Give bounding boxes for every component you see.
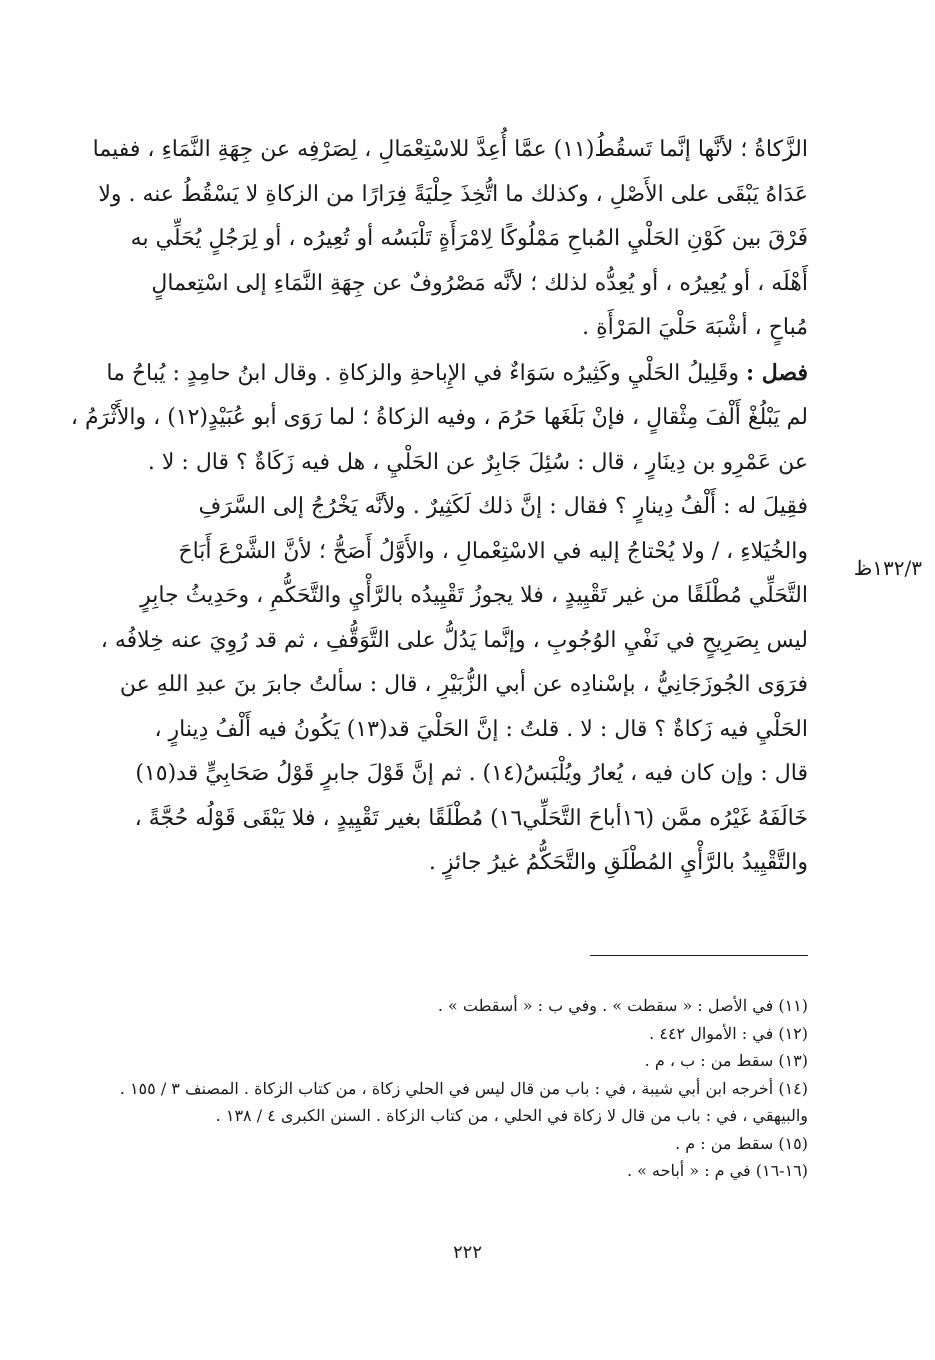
text-line: والتَّقْيِيدُ بالرَّأْيِ المُطْلَقِ والتَّحَكُّمُ غيرُ جائزٍ . <box>428 850 808 875</box>
text-line: عن عَمْرِو بن دِينَارٍ ، قال : سُئِلَ جَابِرٌ عن الحَلْيِ ، هل فيه زَكَاةٌ ؟ قال : لا . <box>147 449 808 475</box>
page-number: ٢٢٢ <box>452 1242 482 1263</box>
text-line: والخُيَلاءِ ، / ولا يُحْتاجُ إليه في الاسْتِعْمالِ ، والأَوَّلُ أَصَحُّ ؛ لأنَّ الشَّرْعَ أَبَاحَ <box>178 538 808 564</box>
text-line: مُباحٍ ، أشْبَهَ حَلْيَ المَرْأَةِ . <box>582 315 808 340</box>
text-line: فقِيلَ له : أَلْفُ دِينارٍ ؟ فقال : إنَّ ذلك لَكَثِيرٌ . ولأنَّه يَخْرُجُ إلى السَّرَفِ <box>198 494 808 519</box>
footnote-separator <box>590 955 808 956</box>
section-first-line <box>106 351 808 397</box>
text-line: لم يَبْلُغْ أَلْفَ مِثْقالٍ ، فإنْ بَلَغَها حَرُمَ ، وفيه الزكاةُ ؛ لما رَوَى أبو عُبَيْدٍ(١٢) ، والأَثْرَمُ ، <box>70 405 808 430</box>
text-line: عَدَاهُ يَبْقَى على الأَصْلِ ، وكذلك ما اتُّخِذَ حِلْيَةً فِرَارًا من الزكاةِ لا يَسْقُطُ عنه . ولا <box>98 181 808 207</box>
section-heading: فصل : <box>745 359 808 386</box>
footnote: (١٦-١٦) في م : « أباحه » . <box>626 1161 808 1180</box>
text-line: فَرْقَ بين كَوْنِ الحَلْيِ المُباحِ مَمْلُوكًا لِامْرَأَةٍ تَلْبَسُه أو تُعِيرُه ، أو لِرَجُلٍ يُحَلِّي به <box>130 226 808 251</box>
footnote: (١٣) سقط من : ب ، م . <box>644 1051 808 1070</box>
text-line: ليس بِصَرِيحٍ في نَفْيِ الوُجُوبِ ، وإنَّما يَدُلُّ على التَّوَقُّفِ ، ثم قد رُوِيَ عنه خِلافُه ، <box>100 627 808 653</box>
footnote: (١٥) سقط من : م . <box>675 1133 808 1153</box>
text-line: التَّحَلِّي مُطْلَقًا من غير تَقْيِيدٍ ، فلا يجوزُ تَقْيِيدُه بالرَّأْيِ والتَّحَكُّمِ ، وحَدِيثُ جابِرٍ <box>140 583 808 608</box>
text-line: وقَلِيلُ الحَلْيِ وكَثِيرُه سَوَاءٌ في الإِباحةِ والزكاةِ . وقال ابنُ حامِدٍ : يُباحُ ما <box>106 360 739 386</box>
footnote-continuation: والبيهقي ، في : باب من قال لا زكاة في الحلي ، من كتاب الزكاة . السنن الكبرى ٤ / ١٣٨ . <box>215 1106 808 1125</box>
text-line: خَالَفَهُ غَيْرُه ممَّن (١٦أباحَ التَّحَلِّي١٦) مُطْلَقًا بغير تَقْيِيدٍ ، فلا يَبْقَى قَوْلُه حُجَّةً ، <box>134 805 808 831</box>
text-line: الحَلْيِ فيه زَكاةٌ ؟ قال : لا . قلتُ : إنَّ الحَلْيَ قد(١٣) يَكُونُ فيه أَلْفُ دِينارٍ ، <box>154 716 808 742</box>
main-text <box>70 128 808 886</box>
text-line: أَهْلَه ، أو يُعِيرُه ، أو يُعِدُّه لذلك ؛ لأنَّه مَصْرُوفٌ عن جِهَةِ النَّمَاءِ إلى اسْتِعمالٍ <box>151 270 808 296</box>
footnote: (١٢) في : الأموال ٤٤٢ . <box>649 1023 808 1043</box>
marginal-manuscript-reference: ١٣٢/٣ظ <box>853 556 922 580</box>
footnotes <box>120 992 808 1185</box>
footnote: (١٤) أخرجه ابن أبي شيبة ، في : باب من قال ليس في الحلي زكاة ، من كتاب الزكاة . المصنف ٣ / ١٥٥ . <box>119 1078 808 1098</box>
footnote: (١١) في الأصل : « سقطت » . وفي ب : « أسقطت » . <box>437 996 808 1015</box>
text-line: فرَوَى الجُوزَجَانِيُّ ، بإسْنادِه عن أبي الزُّبَيْرِ ، قال : سألتُ جابرَ بنَ عبدِ اللهِ عن <box>119 672 808 697</box>
text-line: قال : وإن كان فيه ، يُعارُ ويُلْبَسُ(١٤) . ثم إنَّ قَوْلَ جابرٍ قَوْلُ صَحَابِيٍّ قد(١٥) <box>135 761 808 786</box>
text-line: الزَّكاةُ ؛ لأنَّها إنَّما تَسقُطُ(١١) عمَّا أُعِدَّ للاسْتِعْمَالِ ، لِصَرْفِه عن جِهَةِ النَّمَاءِ ، ففيما <box>92 137 808 162</box>
